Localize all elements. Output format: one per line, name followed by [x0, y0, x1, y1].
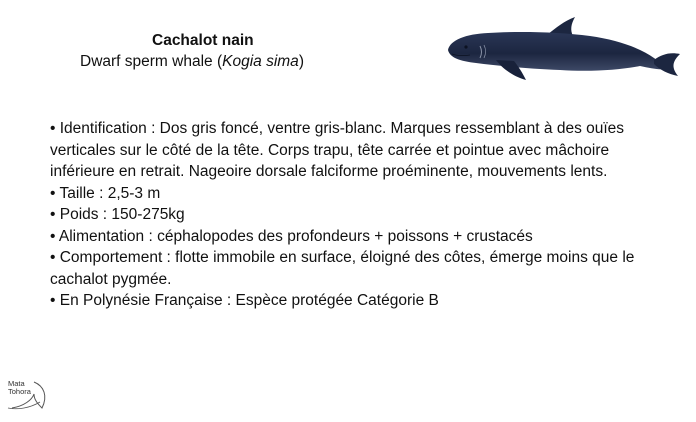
species-info-list — [50, 118, 670, 312]
bullet-identification: • Identification : Dos gris foncé, ventre gris-blanc. Marques ressemblant à des ouïes verticales sur le côté de la tête. Corps trapu, tête carrée et pointue avec mâchoire inférieure en retrait. Nageoire dorsale falciforme proéminente, mouvements lents. — [50, 120, 625, 180]
subtitle-scientific-name: Kogia sima — [222, 53, 299, 70]
bullet-size: • Taille : 2,5-3 m — [50, 184, 161, 202]
dwarf-sperm-whale-illustration — [440, 14, 685, 84]
mata-tohora-logo — [4, 378, 50, 414]
subtitle-closing: ) — [298, 53, 304, 70]
bullet-protection-status: • En Polynésie Française : Espèce protégée Catégorie B — [50, 292, 439, 309]
bullet-weight: • Poids : 150-275kg — [50, 206, 185, 223]
subtitle-common-name: Dwarf sperm whale ( — [80, 53, 223, 70]
bullet-behaviour: • Comportement : flotte immobile en surface, éloigné des côtes, émerge moins que le cachalot pygmée. — [50, 249, 635, 288]
page-subtitle — [80, 53, 304, 71]
logo-line-1: Mata — [8, 379, 25, 388]
logo-line-2: Tohora — [8, 387, 31, 396]
page-title: Cachalot nain — [152, 32, 254, 49]
bullet-diet: • Alimentation : céphalopodes des profondeurs + poissons + crustacés — [50, 227, 533, 245]
logo-text — [8, 380, 31, 396]
